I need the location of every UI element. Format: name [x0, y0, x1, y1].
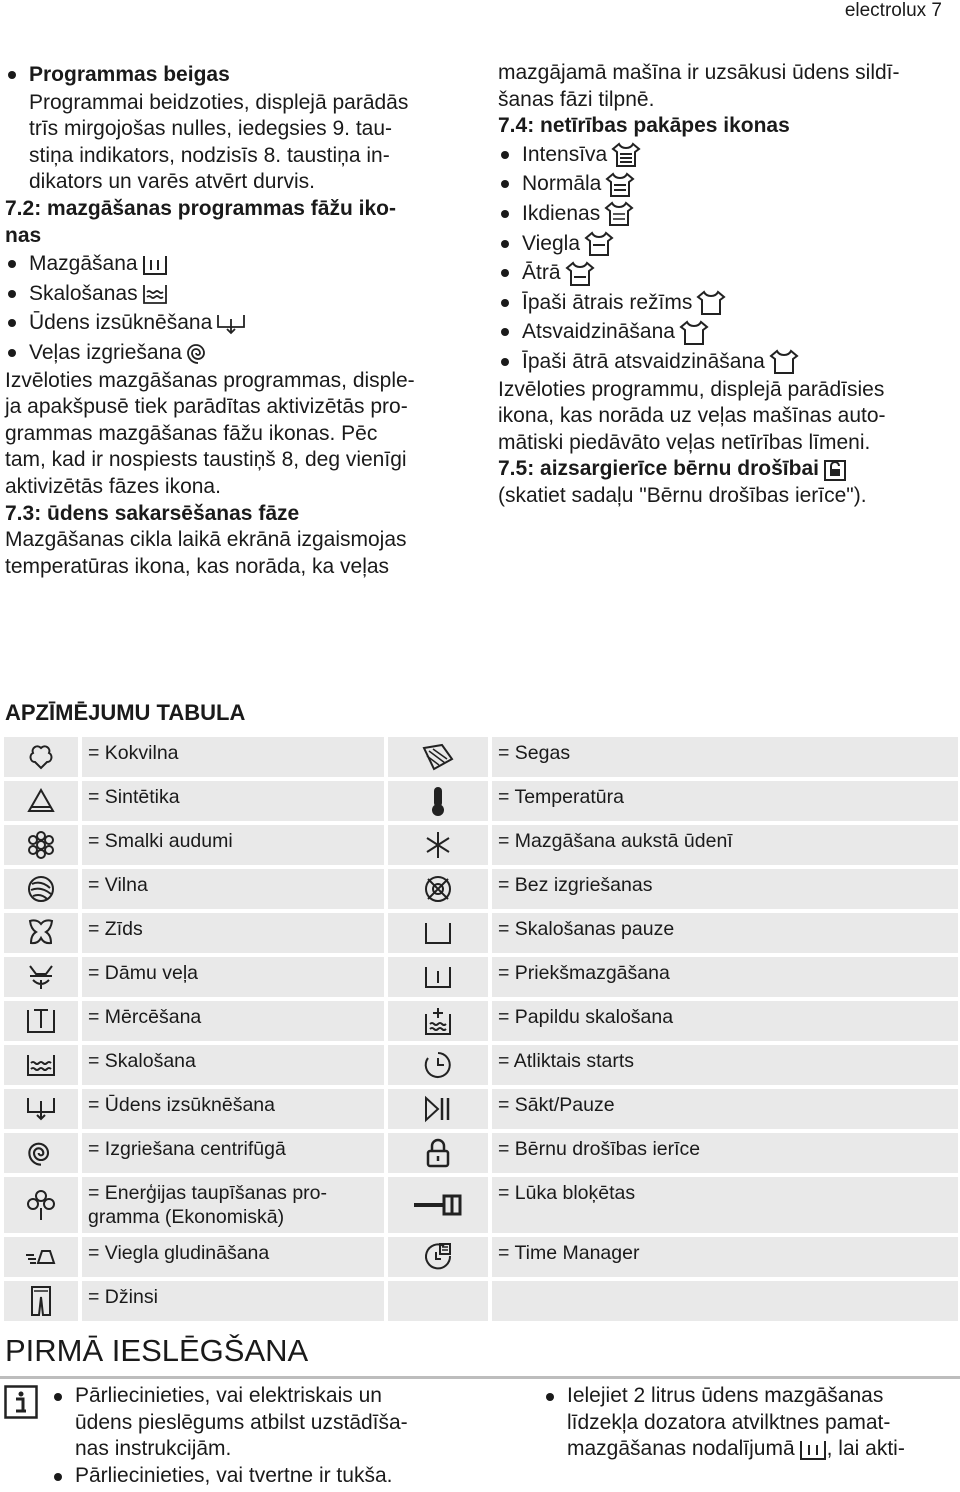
table-row	[4, 1045, 958, 1085]
item-label: Ikdienas	[522, 201, 601, 225]
text-line: aktivizētās fāzes ikona.	[5, 474, 221, 498]
text-line: šanas fāzi tilpnē.	[498, 87, 655, 111]
text-line: mātiski piedāvāto veļas netīrības līmeni.	[498, 430, 871, 454]
item-label: Veļas izgriešana	[29, 340, 182, 364]
list-item	[498, 288, 958, 318]
item-label: Ātrā	[522, 261, 561, 285]
soil-refresh-icon	[679, 320, 709, 346]
list-item	[544, 1383, 958, 1463]
rinse-icon	[142, 283, 168, 305]
door-locked-icon	[412, 1193, 464, 1217]
table-row	[4, 781, 958, 821]
soak-icon	[25, 1007, 57, 1035]
lingerie-icon	[26, 962, 56, 992]
text-line: Ielejiet 2 litrus ūdens mazgāšanas	[567, 1384, 884, 1407]
no-spin-icon	[423, 874, 453, 904]
table-row	[4, 825, 958, 865]
drain-icon	[25, 1095, 57, 1123]
soil-light-icon	[584, 231, 614, 257]
rinse-icon	[25, 1052, 57, 1078]
table-cell: = Džinsi	[82, 1281, 384, 1321]
time-manager-icon	[422, 1242, 454, 1272]
item-label: Mazgāšana	[29, 252, 138, 276]
text-line: , lai akti-	[826, 1437, 905, 1461]
section-7-5-title: 7.5: aizsargierīce bērnu drošībai	[498, 457, 819, 481]
table-cell: = Viegla gludināšana	[82, 1237, 384, 1277]
cotton-icon	[26, 742, 56, 772]
text-line: grammas mazgāšanas fāžu ikonas. Pēc	[5, 421, 378, 445]
table-cell: = Dāmu veļa	[82, 957, 384, 997]
cold-wash-icon	[423, 830, 453, 860]
text-line: nas instrukcijām.	[75, 1437, 232, 1461]
easy-iron-icon	[24, 1245, 58, 1269]
soil-quick-icon	[565, 261, 595, 287]
table-cell: = Smalki audumi	[82, 825, 384, 865]
text-line: stiņa indikators, nodzisīs 8. taustiņa in-	[29, 143, 390, 167]
table-row	[4, 1133, 958, 1173]
table-cell: = Priekšmazgāšana	[492, 957, 958, 997]
table-cell: = Vilna	[82, 869, 384, 909]
text-line: temperatūras ikona, kas norāda, ka veļas	[5, 554, 390, 578]
info-icon	[4, 1385, 38, 1419]
text-line: Pārliecinieties, vai tvertne ir tukša.	[75, 1463, 393, 1487]
list-item	[498, 169, 958, 199]
child-lock-icon	[823, 458, 847, 482]
text-line: līdzekļa dozatora atvilktnes pamat-	[567, 1410, 891, 1434]
text-line: tam, kad ir nospiests taustiņš 8, deg vienīgi	[5, 448, 407, 472]
item-label: Ūdens izsūknēšana	[29, 311, 213, 335]
soil-super-quick-icon	[696, 290, 726, 316]
temperature-icon	[428, 785, 448, 817]
left-column	[5, 60, 475, 580]
prewash-icon	[799, 1439, 827, 1461]
table-cell: = Enerģijas taupīšanas pro-	[88, 1182, 328, 1204]
table-cell: = Temperatūra	[492, 781, 958, 821]
text-line: Mazgāšanas cikla laikā ekrānā izgaismojas	[5, 528, 407, 552]
table-cell	[492, 1281, 958, 1321]
page-header: electrolux 7	[844, 0, 942, 21]
text-line: Programmai beidzoties, displejā parādās	[29, 90, 409, 114]
soil-normal-icon	[605, 172, 635, 198]
drain-icon	[216, 313, 246, 335]
text-line: mazgājamā mašīna ir uzsākusi ūdens sildī-	[498, 61, 900, 84]
prewash-icon	[423, 964, 453, 990]
silk-icon	[26, 918, 56, 948]
list-item	[5, 279, 475, 309]
soil-intensive-icon	[611, 142, 641, 168]
table-cell-cont: gramma (Ekonomiskā)	[88, 1206, 285, 1228]
list-item	[5, 308, 475, 338]
section-divider	[0, 1376, 960, 1379]
text-line: (skatiet sadaļu "Bērnu drošības ierīce").	[498, 483, 867, 507]
table-row	[4, 1089, 958, 1129]
list-item	[498, 229, 958, 259]
table-cell: = Skalošanas pauze	[492, 913, 958, 953]
text-line: ikona, kas norāda uz veļas mašīnas auto-	[498, 404, 886, 428]
soil-quick-refresh-icon	[769, 349, 799, 375]
table-cell: = Papildu skalošana	[492, 1001, 958, 1041]
right-column	[498, 60, 958, 510]
text-line: Izvēloties programmu, displejā parādīsies	[498, 377, 885, 401]
table-cell: = Kokvilna	[82, 737, 384, 777]
table-cell: = Skalošana	[82, 1045, 384, 1085]
list-item	[498, 317, 958, 347]
first-start-title: PIRMĀ IESLĒGŠANA	[5, 1333, 309, 1368]
extra-rinse-icon	[423, 1006, 453, 1036]
item-label: Normāla	[522, 172, 602, 196]
child-lock-icon	[425, 1138, 451, 1168]
synthetics-icon	[26, 787, 56, 815]
section-7-4-title: 7.4: netīrības pakāpes ikonas	[498, 114, 790, 138]
table-row	[4, 913, 958, 953]
table-row	[4, 1001, 958, 1041]
spin-icon	[186, 341, 210, 365]
prewash-icon	[142, 254, 168, 276]
program-end-title: Programmas beigas	[29, 63, 230, 86]
item-label: Īpaši ātrais režīms	[522, 290, 693, 314]
item-label: Atsvaidzināšana	[522, 320, 675, 344]
list-item	[5, 249, 475, 279]
first-start-right	[544, 1383, 958, 1463]
section-7-3-title: 7.3: ūdens sakarsēšanas fāze	[5, 501, 300, 525]
table-row	[4, 1177, 958, 1233]
table-row	[4, 1281, 958, 1321]
text-line: dikators un varēs atvērt durvis.	[29, 170, 315, 194]
start-pause-icon	[423, 1094, 453, 1124]
table-cell: = Bez izgriešanas	[492, 869, 958, 909]
table-cell: = Mērcēšana	[82, 1001, 384, 1041]
eco-icon	[26, 1188, 56, 1222]
table-cell: = Time Manager	[492, 1237, 958, 1277]
first-start-left	[52, 1383, 482, 1489]
text-line: ja apakšpusē tiek parādītas aktivizētās pro-	[5, 395, 408, 419]
list-item	[5, 338, 475, 368]
table-row	[4, 1237, 958, 1277]
list-item	[498, 258, 958, 288]
item-label: Īpaši ātrā atsvaidzināšana	[522, 349, 765, 373]
item-label: Intensīva	[522, 142, 608, 166]
text-line: Izvēloties mazgāšanas programmas, disple-	[5, 368, 415, 392]
table-cell: = Bērnu drošības ierīce	[492, 1133, 958, 1173]
delay-start-icon	[423, 1050, 453, 1080]
table-row	[4, 737, 958, 777]
table-cell: = Sintētika	[82, 781, 384, 821]
table-cell: = Segas	[492, 737, 958, 777]
table-cell: = Zīds	[82, 913, 384, 953]
table-cell: = Ūdens izsūknēšana	[82, 1089, 384, 1129]
list-item	[52, 1463, 482, 1490]
text-line: mazgāšanas nodalījumā	[567, 1437, 795, 1461]
text-line: Pārliecinieties, vai elektriskais un	[75, 1384, 382, 1407]
program-end-item	[5, 60, 475, 90]
table-title: APZĪMĒJUMU TABULA	[5, 700, 246, 725]
list-item	[498, 347, 958, 377]
duvet-icon	[421, 742, 455, 772]
list-item	[498, 199, 958, 229]
item-label: Skalošanas	[29, 281, 138, 305]
symbols-table	[4, 737, 958, 1325]
table-cell: = Lūka bloķētas	[492, 1177, 958, 1233]
text-line: ūdens pieslēgums atbilst uzstādīša-	[75, 1410, 408, 1434]
section-7-2-title: 7.2: mazgāšanas programmas fāžu iko-	[5, 196, 396, 220]
spin-icon	[27, 1139, 55, 1167]
item-label: Viegla	[522, 231, 580, 255]
table-cell: = Izgriešana centrifūgā	[82, 1133, 384, 1173]
table-row	[4, 869, 958, 909]
list-item	[498, 140, 958, 170]
wool-icon	[26, 874, 56, 904]
table-cell: = Atliktais starts	[492, 1045, 958, 1085]
jeans-icon	[28, 1285, 54, 1317]
rinse-hold-icon	[423, 920, 453, 946]
list-item	[52, 1383, 482, 1463]
table-row	[4, 957, 958, 997]
section-7-2-title-cont: nas	[5, 223, 42, 247]
soil-daily-icon	[604, 201, 634, 227]
table-cell: = Mazgāšana aukstā ūdenī	[492, 825, 958, 865]
program-end-text	[5, 90, 475, 196]
table-cell: = Sākt/Pauze	[492, 1089, 958, 1129]
text-line: trīs mirgojošas nulles, iedegsies 9. tau-	[29, 117, 392, 141]
delicates-icon	[26, 830, 56, 860]
